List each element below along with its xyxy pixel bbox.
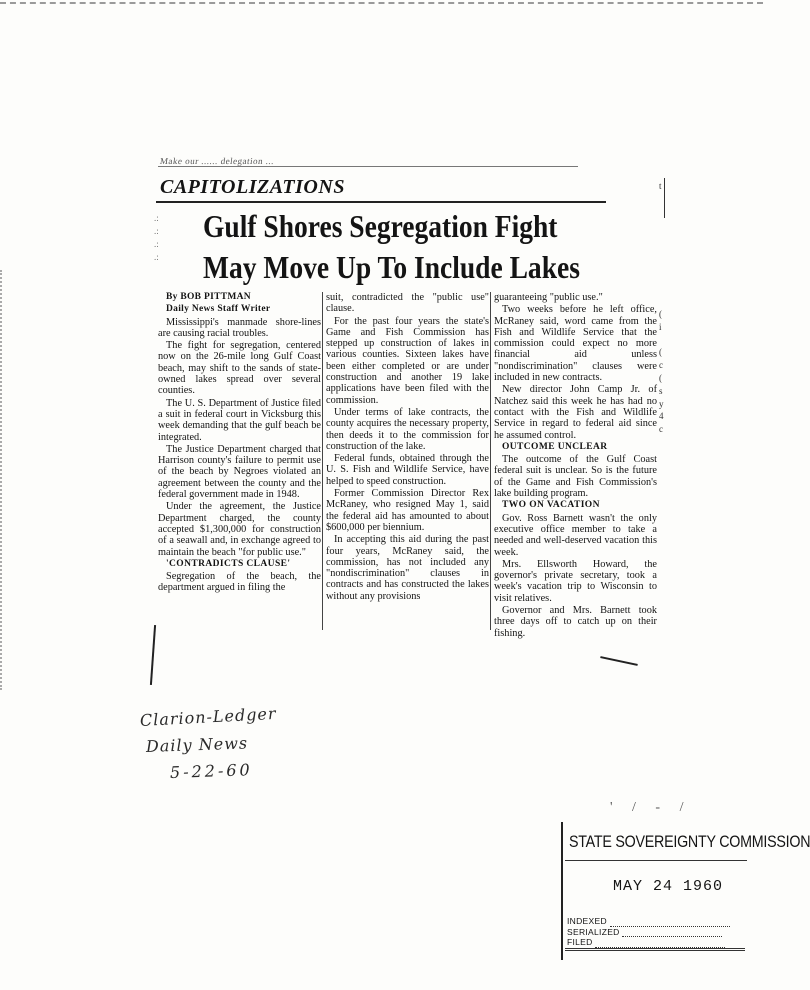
right-edge-fragment	[659, 231, 664, 244]
stamp-tick-marks: ' / - /	[610, 800, 692, 815]
handwritten-line-edition: Daily News	[145, 733, 249, 756]
kicker-rule	[156, 201, 606, 203]
article-column-2	[326, 292, 489, 603]
paragraph: Gov. Ross Barnett wasn't the only executive office member to take a needed and well-deserved vacation this week.	[494, 512, 657, 558]
byline-title: Daily News Staff Writer	[166, 304, 271, 315]
right-edge-fragment: (	[659, 372, 662, 383]
right-edge-fragment: (	[659, 308, 662, 319]
column-rule	[490, 292, 491, 630]
right-edge-fragment	[659, 295, 664, 308]
right-edge-fragment	[659, 257, 664, 270]
column-kicker: CAPITOLIZATIONS	[160, 176, 345, 198]
right-edge-fragment: s	[659, 385, 663, 396]
pencil-mark-right	[600, 656, 638, 666]
cut-rule	[158, 166, 578, 167]
right-edge-fragment	[659, 334, 664, 347]
paragraph: The Justice Department charged that Harrison county's failure to permit use of the beach by Negroes violated an agreement between the county and the federal government made in 1948.	[158, 443, 321, 501]
headline-line-2: May Move Up To Include Lakes	[203, 249, 580, 285]
newspaper-clipping	[148, 150, 658, 639]
stamp-field-serialized: SERIALIZED	[567, 927, 730, 938]
right-edge-fragment	[659, 270, 664, 283]
article-column-3	[494, 292, 657, 640]
stamp-title: STATE SOVEREIGNTY COMMISSION	[569, 832, 810, 851]
paragraph: Under terms of lake contracts, the county acquires the necessary property, then deeds it to the commission for construction of the lake.	[326, 406, 489, 452]
right-edge-fragment	[659, 193, 664, 206]
headline-line-1: Gulf Shores Segregation Fight	[203, 208, 558, 244]
handwritten-line-newspaper: Clarion-Ledger	[139, 703, 277, 730]
subhead-outcome-unclear: OUTCOME UNCLEAR	[502, 441, 608, 452]
right-edge-fragment: 4	[659, 411, 664, 422]
paragraph: suit, contradicted the "public use" clause.	[326, 292, 489, 315]
right-edge-fragment: i	[659, 321, 662, 332]
headline	[203, 206, 580, 288]
paragraph: Governor and Mrs. Barnett took three days off to catch up on their fishing.	[494, 605, 657, 639]
top-cut-line	[0, 2, 763, 4]
paragraph: Mississippi's manmade shore-lines are causing racial troubles.	[158, 316, 321, 339]
byline: By BOB PITTMAN	[166, 292, 251, 302]
paragraph: The U. S. Department of Justice filed a suit in federal court in Vicksburg this week demanding that the gulf beach be integrated.	[158, 397, 321, 443]
stamp-field-indexed: INDEXED	[567, 916, 730, 927]
stamp-bottom-rule	[565, 948, 745, 951]
right-edge-fragment: t	[659, 181, 662, 191]
right-edge-fragment	[659, 206, 664, 219]
paragraph: Mrs. Ellsworth Howard, the governor's private secretary, took a week's vacation trip to Wisconsin to visit relatives.	[494, 558, 657, 604]
right-edge-fragment: c	[659, 424, 663, 435]
paragraph: Two weeks before he left office, McRaney said, word came from the Fish and Wildlife Service that the commission could expect no more financial aid unless "nondiscrimination" clauses were included in new contracts.	[494, 304, 657, 384]
edge-marks: .: .: .: .:	[154, 213, 159, 262]
article-column-1	[158, 292, 321, 595]
subhead-contradicts-clause: 'CONTRADICTS CLAUSE'	[166, 558, 291, 569]
right-edge-fragment: (	[659, 347, 662, 358]
paragraph: Under the agreement, the Justice Department charged, the county accepted $1,300,000 for construction of a seawall and, in exchange agreed to maintain the beach "for public use."	[158, 501, 321, 558]
paragraph: New director John Camp Jr. of Natchez said this week he has had no contact with the Fish and Wildlife Service in regard to federal aid since he assumed control.	[494, 384, 657, 441]
paragraph: For the past four years the state's Game and Fish Commission has stepped up construction of lakes in various counties. Sixteen lakes have been either completed or are under construction and another 19 lake applications have been filed with the commission.	[326, 315, 489, 406]
right-edge-fragment: y	[659, 398, 664, 409]
handwritten-line-date: 5-22-60	[169, 760, 253, 782]
stamp-field-filed: FILED	[567, 937, 730, 948]
paragraph: The outcome of the Gulf Coast federal suit is unclear. So is the future of the Game and Fish Commission's lake building program.	[494, 454, 657, 500]
paragraph: Federal funds, obtained through the U. S. Fish and Wildlife Service, have helped to speed construction.	[326, 453, 489, 487]
paragraph: Former Commission Director Rex McRaney, who resigned May 1, said the federal aid has amounted to about $600,000 per biennium.	[326, 488, 489, 533]
handwritten-source-note	[139, 703, 277, 786]
paragraph: In accepting this aid during the past four years, McRaney said, the commission, has not included any "nondiscrimination" clauses in contracts and has constructed the lakes without any provisions	[326, 534, 489, 602]
stamp-fields	[567, 916, 730, 948]
stamp-rule	[565, 860, 747, 861]
right-edge-fragment: c	[659, 360, 663, 371]
right-edge-bar	[664, 178, 665, 218]
paragraph: guaranteeing "public use."	[494, 292, 603, 303]
right-edge-fragment	[659, 218, 664, 231]
commission-received-stamp	[561, 822, 810, 960]
cut-off-text: Make our ...... delegation ...	[159, 156, 275, 166]
right-edge-fragments	[659, 180, 664, 436]
right-edge-fragment	[659, 244, 664, 257]
column-rule	[322, 292, 323, 630]
subhead-two-on-vacation: TWO ON VACATION	[502, 500, 600, 511]
left-hole-punch-marks	[0, 270, 2, 690]
paragraph: Segregation of the beach, the department argued in filing the	[158, 571, 321, 594]
right-edge-fragment	[659, 282, 664, 295]
stamp-date: MAY 24 1960	[613, 878, 724, 895]
paragraph: The fight for segregation, centered now on the 26-mile long Gulf Coast beach, may shift to the sands of state-owned lakes spread over several counties.	[158, 340, 321, 397]
